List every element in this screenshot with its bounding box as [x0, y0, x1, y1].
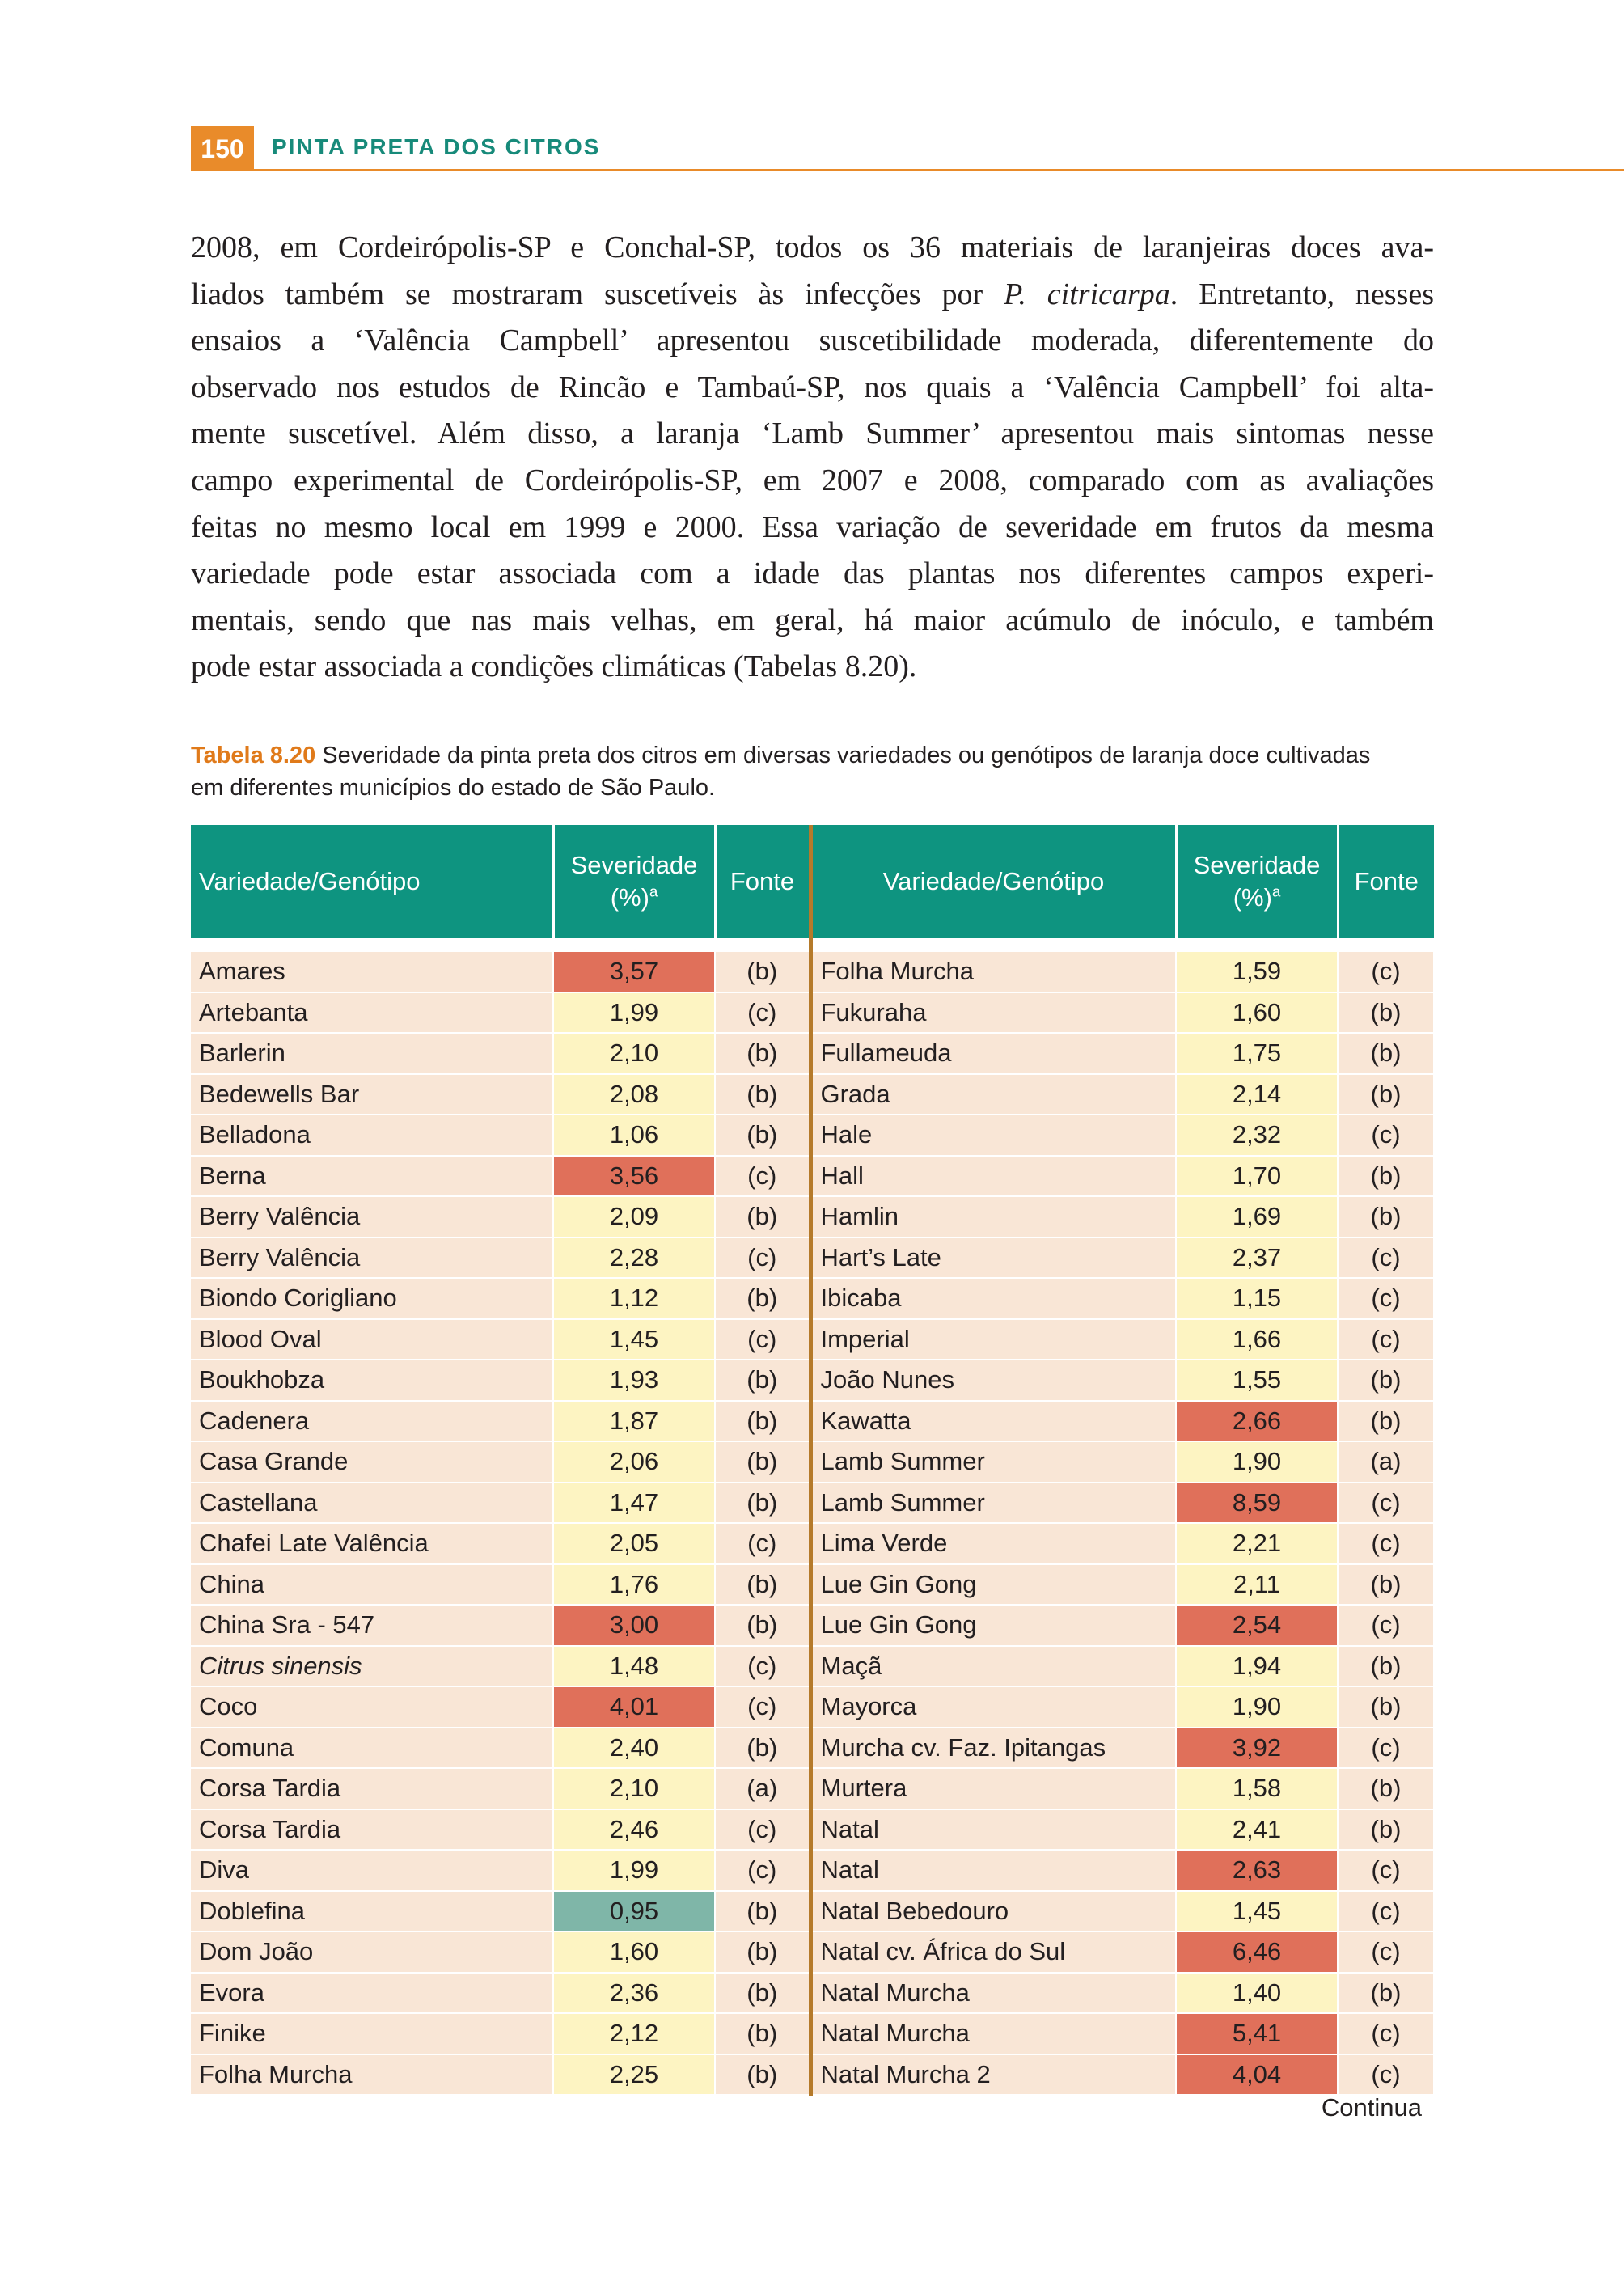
severity-cell: 1,40 — [1176, 1973, 1338, 2014]
source-cell: (b) — [715, 1564, 810, 1606]
source-cell: (c) — [715, 1523, 810, 1564]
body-line: mente suscetível. Além disso, a laranja ‘Lamb Summer’ apresentou mais sintomas nesse — [191, 417, 1434, 451]
header-severity-label: Severidade — [1193, 851, 1321, 879]
source-cell: (c) — [1338, 1237, 1434, 1279]
variety-cell: Blood Oval — [191, 1319, 553, 1360]
severity-cell: 1,45 — [1176, 1891, 1338, 1932]
severity-cell: 2,14 — [1176, 1074, 1338, 1115]
header-severity — [1176, 825, 1338, 938]
body-line-text: . Entretanto, nesses — [1169, 277, 1434, 311]
source-cell: (b) — [715, 1196, 810, 1237]
severity-cell: 3,57 — [553, 952, 715, 992]
table-row — [191, 1156, 1434, 1197]
severity-cell: 2,46 — [553, 1809, 715, 1851]
variety-cell: Mayorca — [810, 1686, 1176, 1728]
table-row — [191, 1237, 1434, 1279]
source-cell: (b) — [1338, 1646, 1434, 1687]
source-cell: (c) — [1338, 1605, 1434, 1646]
severity-cell: 2,28 — [553, 1237, 715, 1279]
variety-cell: Amares — [191, 952, 553, 992]
variety-cell: Hamlin — [810, 1196, 1176, 1237]
severity-cell: 2,08 — [553, 1074, 715, 1115]
table-row — [191, 1319, 1434, 1360]
severity-cell: 4,01 — [553, 1686, 715, 1728]
source-cell: (b) — [715, 1973, 810, 2014]
severity-cell: 1,94 — [1176, 1646, 1338, 1687]
variety-cell: Murcha cv. Faz. Ipitangas — [810, 1728, 1176, 1769]
source-cell: (c) — [1338, 1278, 1434, 1319]
variety-cell: Lima Verde — [810, 1523, 1176, 1564]
variety-cell: Kawatta — [810, 1401, 1176, 1442]
table-row — [191, 2013, 1434, 2054]
severity-cell: 1,93 — [553, 1360, 715, 1401]
severity-cell: 2,25 — [553, 2054, 715, 2096]
variety-cell: Natal cv. África do Sul — [810, 1931, 1176, 1973]
source-cell: (c) — [715, 1809, 810, 1851]
body-line: variedade pode estar associada com a idade das plantas nos diferentes campos experi- — [191, 556, 1434, 591]
caption-text: Severidade da pinta preta dos citros em diversas variedades ou genótipos de laranja doce cultivadas — [315, 742, 1371, 768]
source-cell: (c) — [715, 1686, 810, 1728]
severity-cell: 1,15 — [1176, 1278, 1338, 1319]
table-row — [191, 1564, 1434, 1606]
severity-cell: 1,48 — [553, 1646, 715, 1687]
variety-cell: Lamb Summer — [810, 1483, 1176, 1524]
source-cell: (b) — [1338, 1809, 1434, 1851]
source-cell: (c) — [715, 1646, 810, 1687]
header-variety: Variedade/Genótipo — [191, 825, 553, 938]
table-body — [191, 938, 1434, 2095]
severity-cell: 8,59 — [1176, 1483, 1338, 1524]
severity-cell: 1,58 — [1176, 1768, 1338, 1809]
source-cell: (b) — [715, 1115, 810, 1156]
severity-cell: 1,59 — [1176, 952, 1338, 992]
severity-cell: 1,99 — [553, 1850, 715, 1891]
variety-cell: Corsa Tardia — [191, 1768, 553, 1809]
table-caption — [191, 739, 1434, 804]
header-severity — [553, 825, 715, 938]
body-line — [191, 272, 1434, 319]
variety-cell: Natal Murcha — [810, 2013, 1176, 2054]
source-cell: (c) — [1338, 2054, 1434, 2096]
source-cell: (b) — [1338, 1196, 1434, 1237]
variety-cell: Lamb Summer — [810, 1441, 1176, 1483]
source-cell: (b) — [715, 2054, 810, 2096]
table-row — [191, 1441, 1434, 1483]
body-line: campo experimental de Cordeirópolis-SP, em 2007 e 2008, comparado com as avaliações — [191, 463, 1434, 497]
variety-cell: Coco — [191, 1686, 553, 1728]
caption-label: Tabela 8.20 — [191, 742, 316, 768]
table-row — [191, 1809, 1434, 1851]
source-cell: (b) — [715, 1441, 810, 1483]
table-row — [191, 1686, 1434, 1728]
body-line-text: liados também se mostraram suscetíveis às infecções por — [191, 277, 1004, 311]
source-cell: (c) — [1338, 2013, 1434, 2054]
header-severity-footnote: a — [1271, 882, 1281, 900]
variety-cell: China Sra - 547 — [191, 1605, 553, 1646]
severity-cell: 1,69 — [1176, 1196, 1338, 1237]
variety-cell: Fukuraha — [810, 992, 1176, 1034]
variety-cell: Barlerin — [191, 1033, 553, 1074]
variety-cell: Maçã — [810, 1646, 1176, 1687]
severity-cell: 1,60 — [1176, 992, 1338, 1034]
severity-cell: 1,06 — [553, 1115, 715, 1156]
severity-cell: 2,05 — [553, 1523, 715, 1564]
continua-label: Continua — [1321, 2093, 1422, 2122]
source-cell: (b) — [715, 1605, 810, 1646]
severity-cell: 2,10 — [553, 1033, 715, 1074]
severity-cell: 2,37 — [1176, 1237, 1338, 1279]
severity-cell: 4,04 — [1176, 2054, 1338, 2096]
header-source: Fonte — [715, 825, 810, 938]
table-row — [191, 1605, 1434, 1646]
source-cell: (c) — [1338, 1523, 1434, 1564]
severity-cell: 2,40 — [553, 1728, 715, 1769]
header-rule — [254, 169, 1624, 171]
variety-cell: Berry Valência — [191, 1196, 553, 1237]
table-row — [191, 1646, 1434, 1687]
header-severity-footnote: a — [649, 882, 658, 900]
variety-cell: Diva — [191, 1850, 553, 1891]
variety-cell: Castellana — [191, 1483, 553, 1524]
source-cell: (c) — [1338, 952, 1434, 992]
severity-cell: 1,70 — [1176, 1156, 1338, 1197]
source-cell: (b) — [715, 1074, 810, 1115]
variety-cell: Berry Valência — [191, 1237, 553, 1279]
severity-cell: 1,60 — [553, 1931, 715, 1973]
table-row — [191, 1850, 1434, 1891]
severity-cell: 2,10 — [553, 1768, 715, 1809]
variety-cell: Hall — [810, 1156, 1176, 1197]
variety-cell: Cadenera — [191, 1401, 553, 1442]
variety-cell: Citrus sinensis — [191, 1646, 553, 1687]
source-cell: (c) — [1338, 1483, 1434, 1524]
source-cell: (b) — [715, 1360, 810, 1401]
variety-cell: Folha Murcha — [191, 2054, 553, 2096]
body-line: ensaios a ‘Valência Campbell’ apresentou suscetibilidade moderada, diferentemente do — [191, 324, 1434, 358]
source-cell: (b) — [715, 952, 810, 992]
table-row — [191, 1973, 1434, 2014]
table-row — [191, 1483, 1434, 1524]
source-cell: (c) — [1338, 1891, 1434, 1932]
page-number: 150 — [191, 126, 254, 171]
table-row — [191, 1891, 1434, 1932]
variety-cell: Finike — [191, 2013, 553, 2054]
variety-cell: Corsa Tardia — [191, 1809, 553, 1851]
severity-cell: 1,66 — [1176, 1319, 1338, 1360]
severity-cell: 6,46 — [1176, 1931, 1338, 1973]
running-title: PINTA PRETA DOS CITROS — [272, 134, 601, 159]
source-cell: (b) — [715, 2013, 810, 2054]
severity-cell: 1,87 — [553, 1401, 715, 1442]
severity-cell: 2,09 — [553, 1196, 715, 1237]
source-cell: (b) — [1338, 1156, 1434, 1197]
header-severity-unit: (%) — [1233, 883, 1272, 912]
header-variety: Variedade/Genótipo — [810, 825, 1176, 938]
variety-cell: Natal — [810, 1850, 1176, 1891]
severity-cell: 2,41 — [1176, 1809, 1338, 1851]
variety-cell: Bedewells Bar — [191, 1074, 553, 1115]
source-cell: (a) — [715, 1768, 810, 1809]
variety-cell: Lue Gin Gong — [810, 1605, 1176, 1646]
source-cell: (b) — [715, 1483, 810, 1524]
table-row — [191, 992, 1434, 1034]
variety-cell: Natal — [810, 1809, 1176, 1851]
source-cell: (c) — [1338, 1850, 1434, 1891]
table-row — [191, 1360, 1434, 1401]
table-row — [191, 1931, 1434, 1973]
source-cell: (c) — [715, 1850, 810, 1891]
body-paragraph — [191, 225, 1434, 691]
variety-cell: Comuna — [191, 1728, 553, 1769]
page-header — [191, 126, 1624, 171]
severity-cell: 0,95 — [553, 1891, 715, 1932]
severity-table — [191, 825, 1435, 2096]
severity-cell: 3,92 — [1176, 1728, 1338, 1769]
table-row — [191, 1074, 1434, 1115]
source-cell: (b) — [715, 1278, 810, 1319]
severity-cell: 3,56 — [553, 1156, 715, 1197]
table-row — [191, 1728, 1434, 1769]
variety-cell: Lue Gin Gong — [810, 1564, 1176, 1606]
variety-cell: Dom João — [191, 1931, 553, 1973]
source-cell: (b) — [1338, 1973, 1434, 2014]
variety-cell: Hale — [810, 1115, 1176, 1156]
variety-cell: João Nunes — [810, 1360, 1176, 1401]
source-cell: (c) — [1338, 1319, 1434, 1360]
source-cell: (b) — [715, 1033, 810, 1074]
source-cell: (b) — [1338, 1401, 1434, 1442]
source-cell: (b) — [1338, 1768, 1434, 1809]
table-row — [191, 1115, 1434, 1156]
source-cell: (b) — [1338, 1033, 1434, 1074]
variety-cell: Natal Murcha — [810, 1973, 1176, 2014]
header-severity-unit: (%) — [610, 883, 649, 912]
body-line: 2008, em Cordeirópolis-SP e Conchal-SP, todos os 36 materiais de laranjeiras doces ava- — [191, 231, 1434, 264]
source-cell: (b) — [1338, 1564, 1434, 1606]
severity-cell: 1,55 — [1176, 1360, 1338, 1401]
table-row — [191, 1523, 1434, 1564]
table-row — [191, 1768, 1434, 1809]
severity-cell: 1,90 — [1176, 1686, 1338, 1728]
source-cell: (b) — [1338, 1074, 1434, 1115]
source-cell: (c) — [1338, 1931, 1434, 1973]
severity-cell: 2,32 — [1176, 1115, 1338, 1156]
source-cell: (b) — [715, 1931, 810, 1973]
variety-cell: Evora — [191, 1973, 553, 2014]
variety-cell: Boukhobza — [191, 1360, 553, 1401]
body-line: feitas no mesmo local em 1999 e 2000. Essa variação de severidade em frutos da mesma — [191, 510, 1434, 544]
variety-cell: Natal Bebedouro — [810, 1891, 1176, 1932]
severity-cell: 1,90 — [1176, 1441, 1338, 1483]
source-cell: (c) — [715, 1156, 810, 1197]
variety-cell: Grada — [810, 1074, 1176, 1115]
table-row — [191, 1033, 1434, 1074]
variety-cell: Belladona — [191, 1115, 553, 1156]
source-cell: (b) — [1338, 1686, 1434, 1728]
severity-cell: 1,45 — [553, 1319, 715, 1360]
header-source: Fonte — [1338, 825, 1434, 938]
severity-cell: 1,76 — [553, 1564, 715, 1606]
variety-cell: Artebanta — [191, 992, 553, 1034]
species-name: P. citricarpa — [1004, 277, 1170, 311]
variety-cell: Fullameuda — [810, 1033, 1176, 1074]
source-cell: (a) — [1338, 1441, 1434, 1483]
body-line: pode estar associada a condições climáticas (Tabelas 8.20). — [191, 649, 917, 684]
severity-cell: 2,12 — [553, 2013, 715, 2054]
table-row — [191, 1196, 1434, 1237]
source-cell: (b) — [715, 1891, 810, 1932]
table-row — [191, 1401, 1434, 1442]
severity-cell: 3,00 — [553, 1605, 715, 1646]
variety-cell: Murtera — [810, 1768, 1176, 1809]
source-cell: (b) — [715, 1728, 810, 1769]
variety-cell: Berna — [191, 1156, 553, 1197]
source-cell: (b) — [1338, 1360, 1434, 1401]
caption-line: em diferentes municípios do estado de São Paulo. — [191, 775, 716, 801]
source-cell: (c) — [1338, 1115, 1434, 1156]
variety-cell: Folha Murcha — [810, 952, 1176, 992]
body-line: observado nos estudos de Rincão e Tambaú-SP, nos quais a ‘Valência Campbell’ foi alta- — [191, 370, 1434, 404]
severity-cell: 2,21 — [1176, 1523, 1338, 1564]
variety-cell: Natal Murcha 2 — [810, 2054, 1176, 2096]
table-row — [191, 952, 1434, 992]
severity-cell: 1,47 — [553, 1483, 715, 1524]
severity-cell: 2,36 — [553, 1973, 715, 2014]
variety-cell: Biondo Corigliano — [191, 1278, 553, 1319]
variety-cell: Casa Grande — [191, 1441, 553, 1483]
severity-cell: 1,75 — [1176, 1033, 1338, 1074]
table-row — [191, 1278, 1434, 1319]
variety-cell: Ibicaba — [810, 1278, 1176, 1319]
table-row — [191, 2054, 1434, 2096]
source-cell: (b) — [715, 1401, 810, 1442]
severity-cell: 1,12 — [553, 1278, 715, 1319]
source-cell: (c) — [715, 1319, 810, 1360]
body-line: mentais, sendo que nas mais velhas, em geral, há maior acúmulo de inóculo, e também — [191, 603, 1434, 637]
severity-cell: 2,63 — [1176, 1850, 1338, 1891]
source-cell: (c) — [1338, 1728, 1434, 1769]
variety-cell: Hart’s Late — [810, 1237, 1176, 1279]
severity-cell: 2,54 — [1176, 1605, 1338, 1646]
header-severity-label: Severidade — [570, 851, 698, 879]
severity-cell: 5,41 — [1176, 2013, 1338, 2054]
severity-cell: 2,11 — [1176, 1564, 1338, 1606]
variety-cell: Imperial — [810, 1319, 1176, 1360]
source-cell: (b) — [1338, 992, 1434, 1034]
severity-cell: 2,66 — [1176, 1401, 1338, 1442]
source-cell: (c) — [715, 992, 810, 1034]
caption-line — [191, 739, 1434, 772]
table-header-row — [191, 825, 1434, 938]
severity-cell: 1,99 — [553, 992, 715, 1034]
variety-cell: Doblefina — [191, 1891, 553, 1932]
variety-cell: China — [191, 1564, 553, 1606]
table-spacer — [191, 938, 1434, 952]
variety-cell: Chafei Late Valência — [191, 1523, 553, 1564]
severity-cell: 2,06 — [553, 1441, 715, 1483]
source-cell: (c) — [715, 1237, 810, 1279]
